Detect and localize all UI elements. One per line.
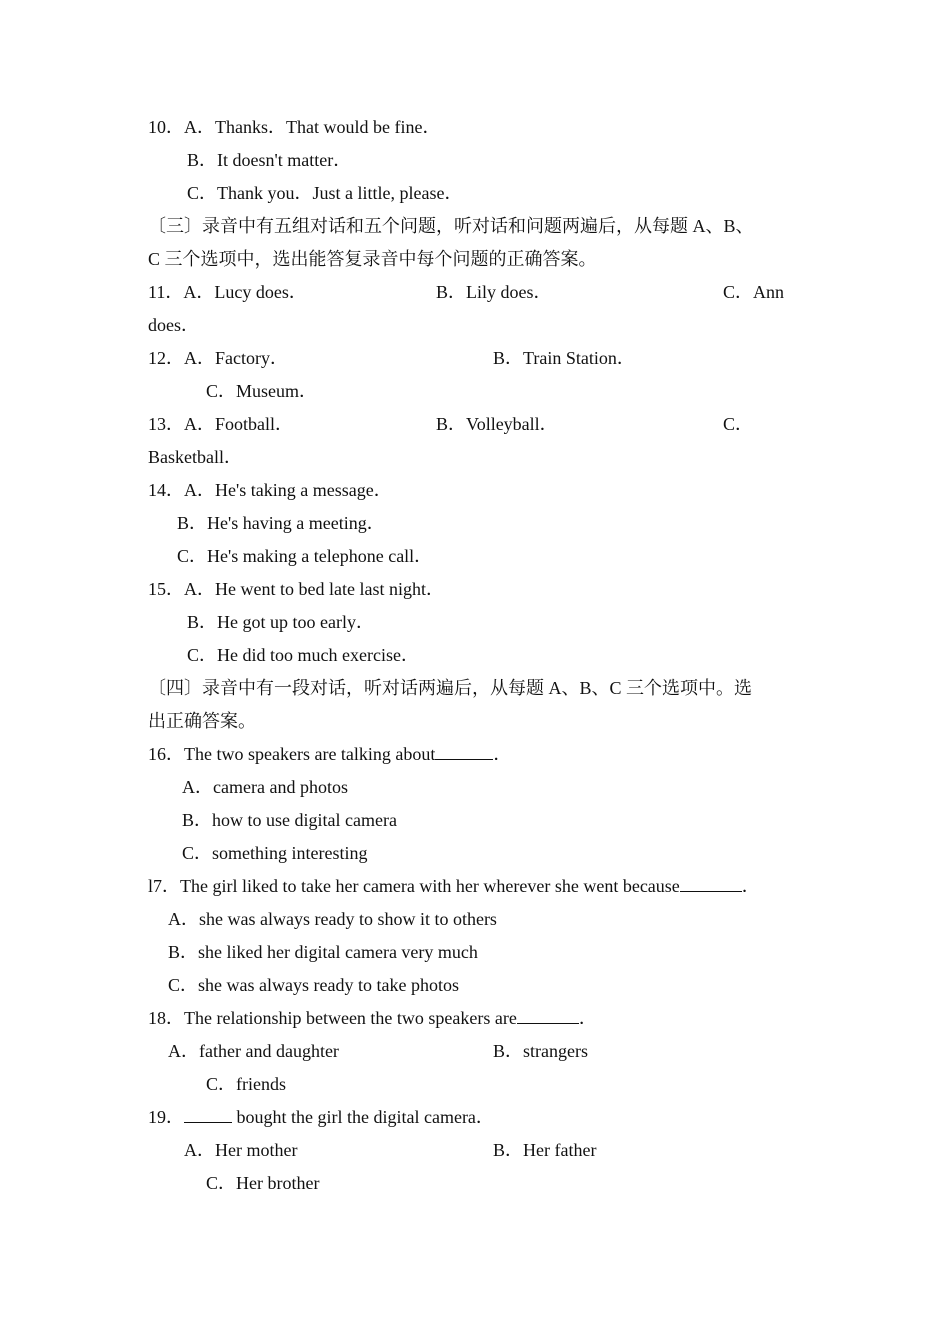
option-text: Lily does． (466, 282, 552, 302)
option-text: It doesn't matter． (217, 150, 352, 170)
option-label: C． (206, 1074, 237, 1094)
option-b (187, 144, 351, 177)
question-11 (148, 276, 307, 309)
option-label: A． (184, 1140, 215, 1160)
option-text: camera and photos (213, 777, 348, 797)
option-label: B． (493, 1041, 524, 1061)
option-text: Football． (215, 414, 294, 434)
option-label: C． (177, 546, 208, 566)
question-punct: ． (741, 876, 760, 896)
option-label: B． (493, 1140, 524, 1160)
option-label: B． (436, 282, 467, 302)
question-punct: ． (578, 1008, 597, 1028)
option-text: Thank you．Just a little, please． (217, 183, 463, 203)
option-text: He's taking a message． (215, 480, 392, 500)
answer-blank[interactable] (517, 1008, 579, 1024)
option-text: does． (148, 315, 199, 335)
question-14 (148, 474, 392, 507)
option-label: C． (206, 1173, 237, 1193)
question-19 (148, 1101, 494, 1134)
option-c (723, 276, 784, 309)
question-number: 12． (148, 348, 184, 368)
question-text: The girl liked to take her camera with her wherever she went because (180, 876, 680, 896)
question-10 (148, 111, 440, 144)
question-number: 10． (148, 117, 184, 137)
section-4-instruction-cont (148, 705, 256, 738)
option-b (493, 1035, 588, 1068)
option-c (168, 969, 459, 1002)
option-label: C． (723, 282, 754, 302)
option-text: He's having a meeting． (207, 513, 385, 533)
answer-blank[interactable] (184, 1107, 232, 1123)
instruction-text: 〔三〕录音中有五组对话和五个问题，听对话和问题两遍后，从每题 A、B、 (148, 216, 754, 236)
option-text: Train Station． (523, 348, 635, 368)
option-c (177, 540, 432, 573)
option-label: B． (187, 150, 218, 170)
option-text: He got up too early． (217, 612, 374, 632)
answer-blank[interactable] (435, 744, 493, 760)
option-b (493, 1134, 596, 1167)
option-a (184, 1134, 297, 1167)
question-number: 16． (148, 744, 184, 764)
option-text: strangers (523, 1041, 588, 1061)
option-c (206, 1167, 319, 1200)
option-b (177, 507, 385, 540)
question-number: 11． (148, 282, 184, 302)
question-18 (148, 1002, 597, 1035)
option-text: Ann (753, 282, 785, 302)
option-label: A． (184, 579, 215, 599)
option-text: friends (236, 1074, 286, 1094)
option-text: Her brother (236, 1173, 320, 1193)
question-text: The two speakers are talking about (184, 744, 436, 764)
option-c-cont (148, 441, 242, 474)
option-label: C． (182, 843, 213, 863)
option-text: Basketball． (148, 447, 242, 467)
option-text: father and daughter (199, 1041, 339, 1061)
option-b (436, 276, 552, 309)
option-b (493, 342, 635, 375)
option-text: she liked her digital camera very much (198, 942, 478, 962)
option-text: something interesting (212, 843, 368, 863)
option-label: C． (187, 645, 218, 665)
option-label: C． (168, 975, 199, 995)
question-number: 18． (148, 1008, 184, 1028)
option-c (187, 639, 419, 672)
option-text: He's making a telephone call． (207, 546, 433, 566)
question-number: 13． (148, 414, 184, 434)
question-text: The relationship between the two speakers are (184, 1008, 517, 1028)
option-c-cont (148, 309, 199, 342)
option-text: Lucy does． (214, 282, 307, 302)
option-label: A． (184, 117, 215, 137)
option-text: Her father (523, 1140, 597, 1160)
section-3-instruction-cont (148, 243, 597, 276)
question-15 (148, 573, 444, 606)
option-label: C． (187, 183, 218, 203)
option-label: B． (436, 414, 467, 434)
instruction-text: 出正确答案。 (148, 711, 256, 731)
option-label: B． (493, 348, 524, 368)
option-c (206, 1068, 286, 1101)
option-a (168, 903, 497, 936)
option-text: she was always ready to show it to others (199, 909, 497, 929)
question-number: 15． (148, 579, 184, 599)
option-b (436, 408, 558, 441)
option-text: Her mother (215, 1140, 298, 1160)
option-c (723, 408, 753, 441)
question-13 (148, 408, 293, 441)
option-b (182, 804, 397, 837)
option-b (187, 606, 374, 639)
answer-blank[interactable] (680, 876, 742, 892)
option-label: A． (182, 777, 213, 797)
option-text: Volleyball． (466, 414, 558, 434)
option-c (182, 837, 368, 870)
option-text: Thanks．That would be fine． (215, 117, 441, 137)
question-number: 19． (148, 1107, 184, 1127)
option-label: C． (206, 381, 237, 401)
option-c (206, 375, 317, 408)
option-text: He did too much exercise． (217, 645, 419, 665)
section-4-instruction (148, 672, 752, 705)
option-label: A． (184, 414, 215, 434)
option-text: she was always ready to take photos (198, 975, 459, 995)
question-16 (148, 738, 511, 771)
option-label: A． (183, 282, 215, 302)
option-label: A． (168, 909, 199, 929)
instruction-text: 〔四〕录音中有一段对话，听对话两遍后，从每题 A、B、C 三个选项中。选 (148, 678, 753, 698)
option-label: C． (723, 414, 754, 434)
question-number: l7． (148, 876, 181, 896)
option-text: Museum． (236, 381, 318, 401)
option-text: how to use digital camera (212, 810, 397, 830)
question-number: 14． (148, 480, 184, 500)
option-a (168, 1035, 339, 1068)
question-text: bought the girl the digital camera． (232, 1107, 494, 1127)
option-text: He went to bed late last night． (215, 579, 444, 599)
question-12 (148, 342, 288, 375)
option-b (168, 936, 478, 969)
option-label: A． (168, 1041, 199, 1061)
option-label: A． (184, 348, 215, 368)
option-label: B． (168, 942, 199, 962)
question-punct: ． (493, 744, 512, 764)
option-label: B． (177, 513, 208, 533)
option-label: B． (187, 612, 218, 632)
option-label: A． (184, 480, 215, 500)
option-a (182, 771, 348, 804)
option-label: B． (182, 810, 213, 830)
option-text: Factory． (215, 348, 288, 368)
section-3-instruction (148, 210, 754, 243)
question-17 (148, 870, 760, 903)
instruction-text: C 三个选项中，选出能答复录音中每个问题的正确答案。 (148, 249, 597, 269)
option-c (187, 177, 462, 210)
